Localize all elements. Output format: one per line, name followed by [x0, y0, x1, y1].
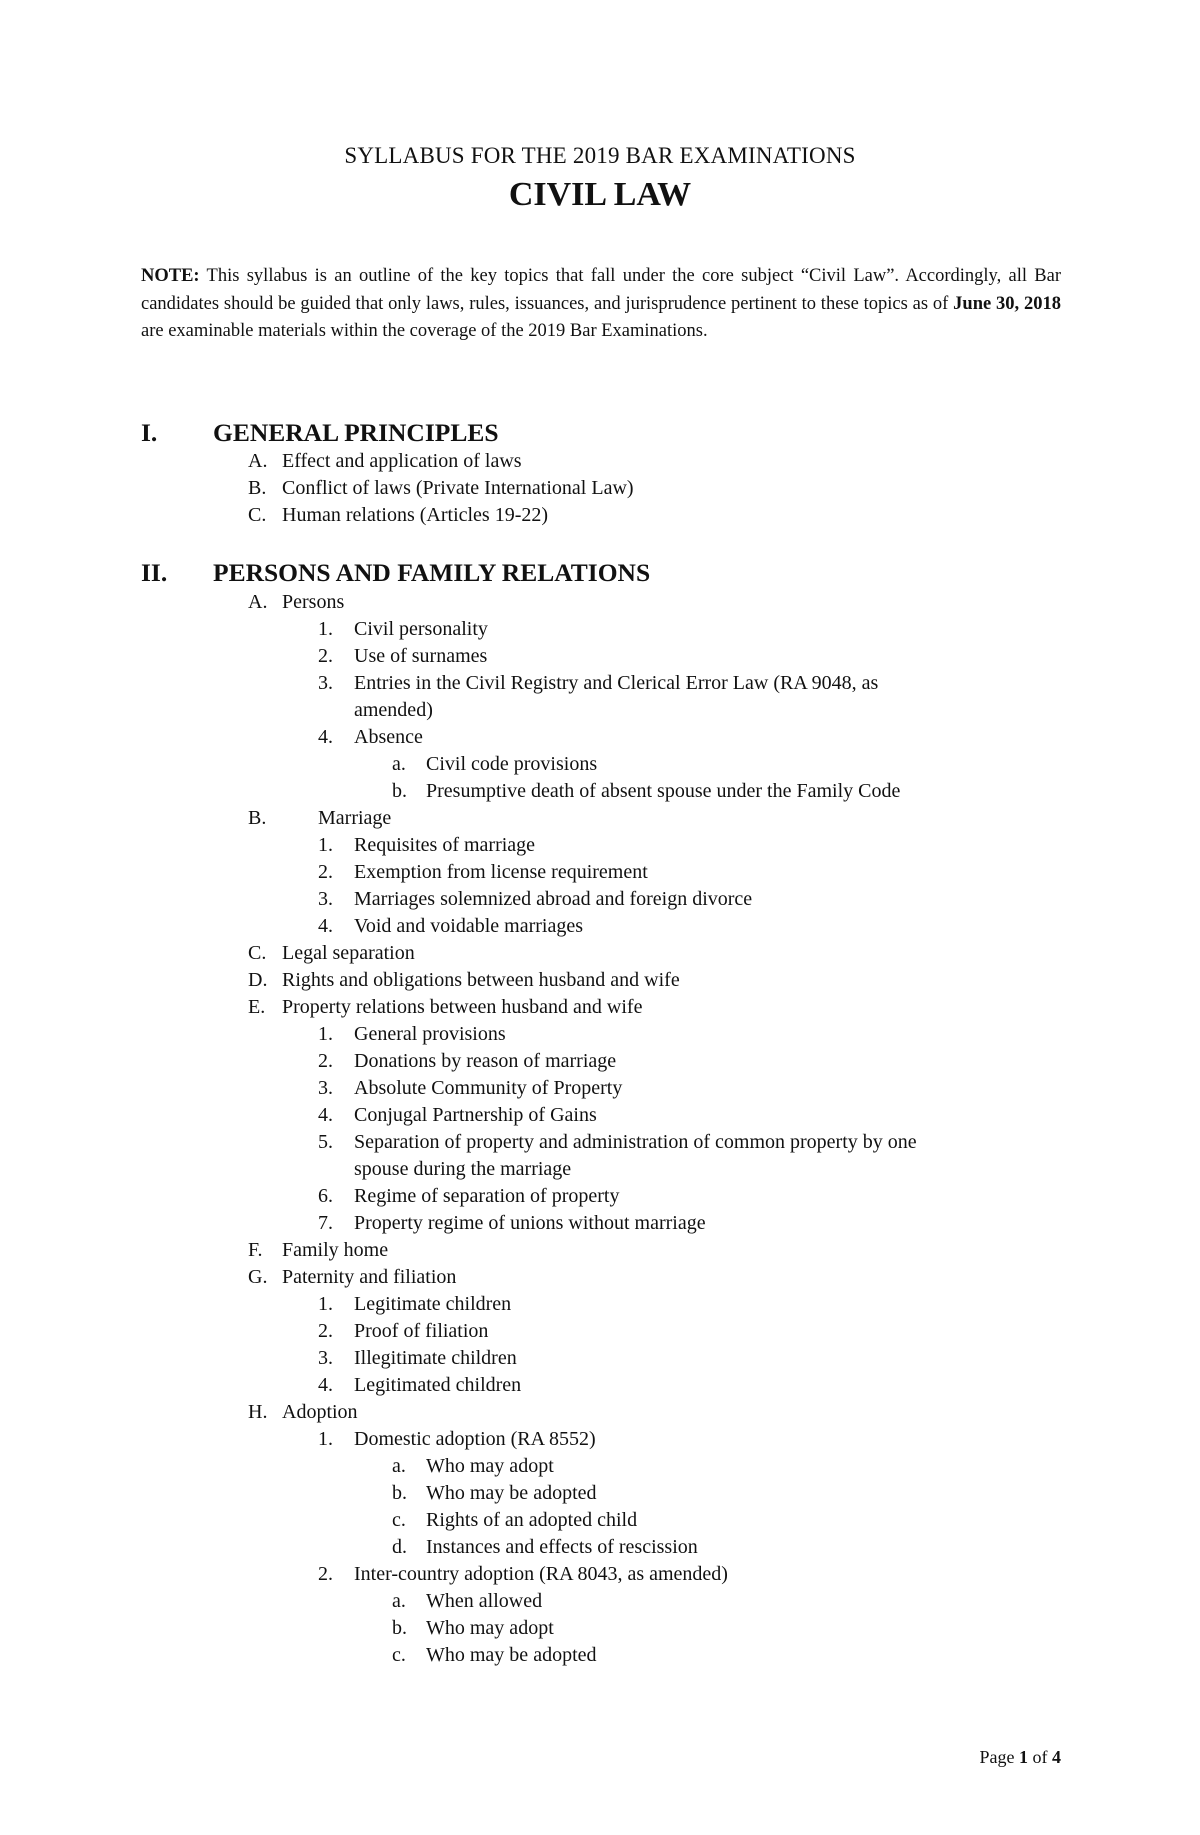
list-text: Separation of property and administration of common property by one	[354, 1131, 917, 1153]
list-text: Rights of an adopted child	[426, 1509, 638, 1531]
section-number: II.	[141, 558, 168, 587]
list-marker: 1.	[318, 618, 333, 640]
list-text: Use of surnames	[354, 645, 488, 667]
list-marker: 2.	[318, 1563, 333, 1585]
list-text: Illegitimate children	[354, 1347, 517, 1369]
list-marker: 4.	[318, 915, 333, 937]
section-title: GENERAL PRINCIPLES	[213, 418, 499, 447]
list-text: Civil code provisions	[426, 753, 598, 775]
list-marker: a.	[392, 1590, 406, 1612]
list-marker: 5.	[318, 1131, 333, 1153]
list-text: Who may adopt	[426, 1617, 554, 1639]
list-text: Absolute Community of Property	[354, 1077, 623, 1099]
list-text: Rights and obligations between husband and wife	[282, 969, 680, 991]
list-text: Regime of separation of property	[354, 1185, 620, 1207]
list-marker: C.	[248, 942, 267, 964]
list-marker: 2.	[318, 1320, 333, 1342]
subject-title: CIVIL LAW	[508, 176, 692, 213]
note-text-2: are examinable materials within the coverage of the 2019 Bar Examinations.	[141, 321, 708, 341]
list-marker: 1.	[318, 1428, 333, 1450]
list-marker: G.	[248, 1266, 268, 1288]
list-marker: c.	[392, 1644, 406, 1666]
list-marker: A.	[248, 450, 268, 472]
list-text: Absence	[354, 726, 423, 748]
list-marker: C.	[248, 504, 267, 526]
list-marker: d.	[392, 1536, 407, 1558]
list-marker: 3.	[318, 672, 333, 694]
list-text: Paternity and filiation	[282, 1266, 457, 1288]
list-text: Entries in the Civil Registry and Clerical Error Law (RA 9048, as	[354, 672, 879, 694]
list-marker: 4.	[318, 1104, 333, 1126]
list-marker: 1.	[318, 834, 333, 856]
note-date: June 30, 2018	[953, 293, 1061, 314]
list-marker: 1.	[318, 1293, 333, 1315]
list-text: Family home	[282, 1239, 389, 1261]
list-text: Marriage	[318, 807, 392, 829]
list-marker: H.	[248, 1401, 268, 1423]
list-marker: c.	[392, 1509, 406, 1531]
list-marker: b.	[392, 1617, 407, 1639]
syllabus-heading: SYLLABUS FOR THE 2019 BAR EXAMINATIONS	[344, 143, 856, 168]
list-marker: a.	[392, 1455, 406, 1477]
list-text: Legitimate children	[354, 1293, 512, 1315]
list-text: Proof of filiation	[354, 1320, 489, 1342]
note-label: NOTE:	[141, 266, 200, 286]
list-text: When allowed	[426, 1590, 543, 1612]
list-text: Property regime of unions without marriage	[354, 1212, 706, 1234]
list-text: Who may adopt	[426, 1455, 554, 1477]
page-footer	[980, 1747, 1062, 1768]
list-marker: b.	[392, 1482, 407, 1504]
of-word: of	[1028, 1747, 1052, 1767]
list-text: Exemption from license requirement	[354, 861, 648, 883]
list-text: General provisions	[354, 1023, 506, 1045]
section-number: I.	[141, 418, 158, 447]
list-marker: D.	[248, 969, 268, 991]
list-marker: B.	[248, 807, 267, 829]
list-text: Instances and effects of rescission	[426, 1536, 698, 1558]
list-marker: 3.	[318, 888, 333, 910]
list-text: Requisites of marriage	[354, 834, 536, 856]
list-marker: A.	[248, 591, 268, 613]
page-total: 4	[1052, 1747, 1061, 1767]
list-text: Marriages solemnized abroad and foreign divorce	[354, 888, 753, 910]
list-marker: 3.	[318, 1077, 333, 1099]
list-text: Void and voidable marriages	[354, 915, 584, 937]
list-text: Persons	[282, 591, 345, 613]
list-text: Human relations (Articles 19-22)	[282, 504, 549, 526]
page-number: 1	[1019, 1747, 1028, 1767]
list-marker: E.	[248, 996, 266, 1018]
list-marker: 2.	[318, 861, 333, 883]
list-text: Conjugal Partnership of Gains	[354, 1104, 597, 1126]
list-text: Adoption	[282, 1401, 358, 1423]
list-text: Legitimated children	[354, 1374, 522, 1396]
list-marker: B.	[248, 477, 267, 499]
list-marker: 3.	[318, 1347, 333, 1369]
list-text: Donations by reason of marriage	[354, 1050, 617, 1072]
list-text: Who may be adopted	[426, 1482, 597, 1504]
note-text-1: This syllabus is an outline of the key topics that fall under the core subject “Civil Law”. Accordingly, all Bar candidates should be guided that only laws, rules, issuances, and jurisprudence pertinent to these topics as of	[141, 266, 1061, 314]
note-paragraph	[141, 263, 1061, 346]
list-marker: b.	[392, 780, 407, 802]
list-marker: a.	[392, 753, 406, 775]
page-word: Page	[979, 1747, 1019, 1767]
list-text: Legal separation	[282, 942, 415, 964]
list-text: amended)	[354, 699, 433, 721]
list-text: Who may be adopted	[426, 1644, 597, 1666]
list-text: Conflict of laws (Private International Law)	[282, 477, 634, 499]
list-marker: 7.	[318, 1212, 333, 1234]
list-marker: 4.	[318, 726, 333, 748]
list-text: Effect and application of laws	[282, 450, 522, 472]
list-text: spouse during the marriage	[354, 1158, 572, 1180]
list-text: Domestic adoption (RA 8552)	[354, 1428, 596, 1450]
list-text: Property relations between husband and wife	[282, 996, 643, 1018]
list-marker: F.	[248, 1239, 263, 1261]
list-marker: 6.	[318, 1185, 333, 1207]
list-marker: 4.	[318, 1374, 333, 1396]
list-text: Inter-country adoption (RA 8043, as amended)	[354, 1563, 728, 1585]
list-marker: 1.	[318, 1023, 333, 1045]
list-marker: 2.	[318, 1050, 333, 1072]
section-title: PERSONS AND FAMILY RELATIONS	[213, 558, 651, 587]
list-marker: 2.	[318, 645, 333, 667]
list-text: Civil personality	[354, 618, 488, 640]
list-text: Presumptive death of absent spouse under the Family Code	[426, 780, 901, 802]
